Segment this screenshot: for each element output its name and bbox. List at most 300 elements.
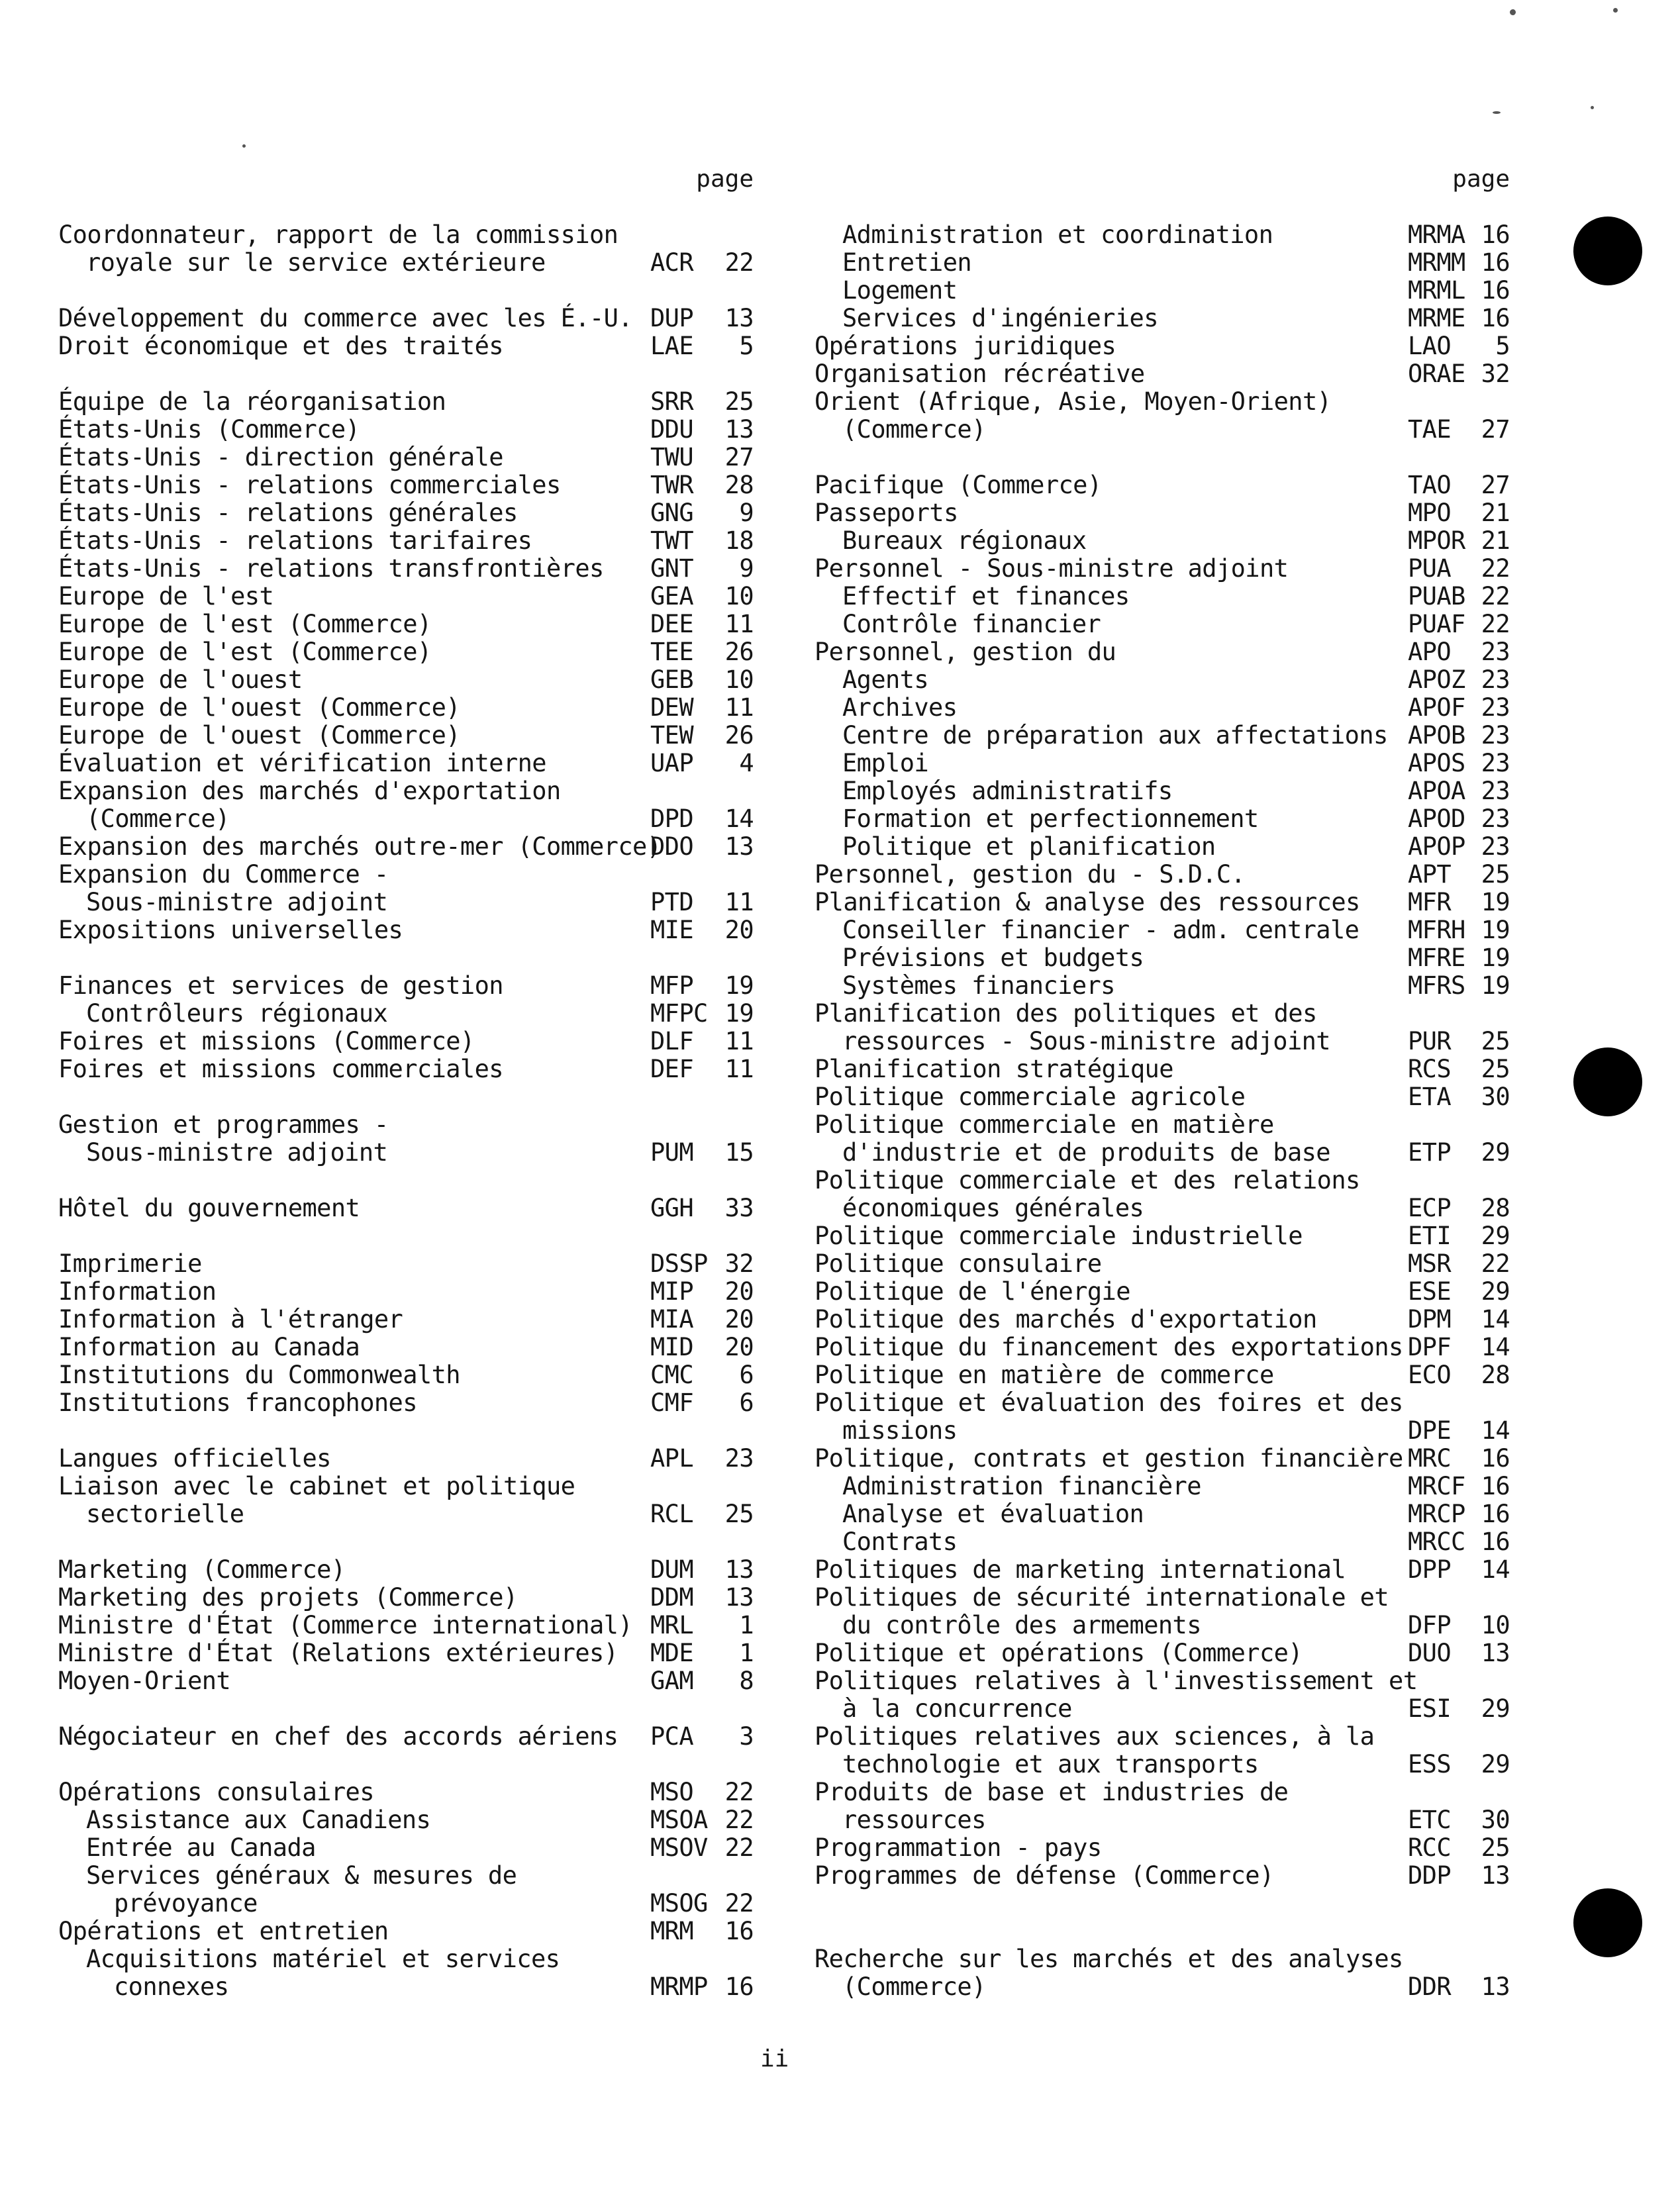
entry-code: DPM <box>1408 1305 1452 1334</box>
entry-title: Personnel - Sous-ministre adjoint <box>815 554 1289 583</box>
page-number: ii <box>760 2045 789 2072</box>
entry-title: prévoyance <box>114 1889 258 1918</box>
index-entry <box>815 1139 1510 1167</box>
entry-page: 27 <box>724 443 754 471</box>
entry-code: ETI <box>1408 1222 1452 1250</box>
entry-page: 28 <box>1481 1361 1510 1389</box>
index-entry <box>815 1639 1510 1667</box>
index-entry <box>58 388 754 416</box>
entry-title: Planification des politiques et des <box>815 999 1317 1028</box>
index-entry <box>815 916 1510 944</box>
entry-code: MSOA <box>650 1806 708 1834</box>
index-entry <box>58 1306 754 1334</box>
index-entry <box>815 499 1510 527</box>
entry-page: 16 <box>1481 248 1510 277</box>
entry-code: RCL <box>650 1500 694 1528</box>
entry-title: Sous-ministre adjoint <box>86 1138 388 1167</box>
entry-title: Formation et perfectionnement <box>842 804 1259 833</box>
entry-code: GEA <box>650 582 694 610</box>
entry-title: Bureaux régionaux <box>842 526 1087 555</box>
entry-title: Moyen-Orient <box>58 1667 231 1695</box>
entry-title: Politique commerciale et des relations <box>815 1166 1360 1194</box>
entry-title: Contrôleurs régionaux <box>86 999 388 1028</box>
entry-code: DPE <box>1408 1416 1452 1445</box>
entry-page: 13 <box>724 304 754 332</box>
entry-page: 29 <box>1481 1222 1510 1250</box>
entry-code: MRM <box>650 1917 694 1945</box>
entry-title: Employés administratifs <box>842 777 1173 805</box>
entry-page: 32 <box>1481 360 1510 388</box>
entry-title: Hôtel du gouvernement <box>58 1194 360 1222</box>
index-entry <box>58 1028 754 1055</box>
index-entry <box>58 750 754 777</box>
index-entry <box>815 1222 1510 1250</box>
entry-page: 32 <box>724 1249 754 1278</box>
entry-title: Europe de l'est <box>58 582 274 610</box>
entry-code: MRCF <box>1408 1472 1465 1500</box>
entry-page: 23 <box>1481 638 1510 666</box>
index-entry <box>815 1500 1510 1528</box>
entry-page: 10 <box>724 665 754 694</box>
entry-page: 22 <box>1481 554 1510 583</box>
blank-line <box>58 944 754 972</box>
index-entry <box>815 1167 1510 1194</box>
blank-line <box>58 1751 754 1778</box>
entry-code: GNT <box>650 554 694 583</box>
entry-page: 25 <box>1481 860 1510 889</box>
entry-title: à la concurrence <box>842 1694 1072 1723</box>
entry-title: Marketing (Commerce) <box>58 1555 346 1584</box>
index-entry <box>58 1500 754 1528</box>
entry-code: LAO <box>1408 332 1452 360</box>
entry-page: 5 <box>739 332 754 360</box>
entry-title: Opérations consulaires <box>58 1778 374 1806</box>
index-entry <box>815 972 1510 1000</box>
entry-code: MSR <box>1408 1249 1452 1278</box>
page-column-header: page <box>1452 166 1510 193</box>
entry-code: PTD <box>650 888 694 916</box>
index-entry <box>58 1667 754 1695</box>
index-entry <box>815 1055 1510 1083</box>
index-entry <box>58 916 754 944</box>
entry-title: royale sur le service extérieure <box>86 248 546 277</box>
index-entry <box>58 444 754 471</box>
entry-code: MIE <box>650 916 694 944</box>
index-entry <box>815 610 1510 638</box>
entry-title: Négociateur en chef des accords aériens <box>58 1722 618 1751</box>
entry-page: 23 <box>1481 804 1510 833</box>
index-entry <box>815 1778 1510 1806</box>
entry-page: 9 <box>739 499 754 527</box>
entry-page: 22 <box>1481 582 1510 610</box>
entry-title: Politique et opérations (Commerce) <box>815 1639 1303 1667</box>
entry-page: 22 <box>724 1806 754 1834</box>
index-entry <box>815 305 1510 332</box>
entry-title: Services généraux & mesures de <box>86 1861 517 1890</box>
entry-page: 22 <box>724 1778 754 1806</box>
index-entry <box>58 1139 754 1167</box>
index-entry <box>58 972 754 1000</box>
entry-code: MFP <box>650 971 694 1000</box>
entry-code: MIP <box>650 1277 694 1306</box>
entry-title: Politiques relatives aux sciences, à la <box>815 1722 1375 1751</box>
entry-code: MPOR <box>1408 526 1465 555</box>
index-entry <box>58 1639 754 1667</box>
entry-code: MFR <box>1408 888 1452 916</box>
entry-page: 29 <box>1481 1138 1510 1167</box>
index-entry <box>58 1778 754 1806</box>
punch-hole <box>1573 217 1642 285</box>
entry-code: ESE <box>1408 1277 1452 1306</box>
entry-code: MRL <box>650 1611 694 1639</box>
entry-page: 16 <box>1481 1444 1510 1473</box>
index-entry <box>815 1361 1510 1389</box>
entry-title: Europe de l'est (Commerce) <box>58 610 432 638</box>
entry-title: ressources - Sous-ministre adjoint <box>842 1027 1330 1055</box>
entry-page: 23 <box>724 1444 754 1473</box>
entry-code: PUA <box>1408 554 1452 583</box>
index-entry <box>815 1612 1510 1639</box>
entry-page: 5 <box>1495 332 1510 360</box>
entry-page: 6 <box>739 1361 754 1389</box>
entry-page: 27 <box>1481 471 1510 499</box>
entry-page: 25 <box>724 1500 754 1528</box>
entry-code: PUM <box>650 1138 694 1167</box>
entry-page: 16 <box>1481 1528 1510 1556</box>
blank-line <box>58 360 754 388</box>
entry-code: MRME <box>1408 304 1465 332</box>
entry-title: Langues officielles <box>58 1444 331 1473</box>
entry-title: Finances et services de gestion <box>58 971 503 1000</box>
entry-page: 14 <box>1481 1305 1510 1334</box>
entry-code: CMC <box>650 1361 694 1389</box>
index-entry <box>815 1250 1510 1278</box>
entry-page: 16 <box>1481 304 1510 332</box>
entry-code: TEW <box>650 721 694 750</box>
entry-page: 23 <box>1481 693 1510 722</box>
entry-code: MDE <box>650 1639 694 1667</box>
index-entry <box>58 722 754 750</box>
entry-code: APOS <box>1408 749 1465 777</box>
index-entry <box>815 1417 1510 1445</box>
entry-code: DEE <box>650 610 694 638</box>
entry-page: 30 <box>1481 1806 1510 1834</box>
index-entry <box>815 555 1510 583</box>
entry-title: Gestion et programmes - <box>58 1110 389 1139</box>
entry-title: Institutions du Commonwealth <box>58 1361 460 1389</box>
index-entry <box>815 805 1510 833</box>
entry-page: 13 <box>1481 1861 1510 1890</box>
entry-title: connexes <box>114 1972 229 2001</box>
entry-title: Services d'ingénieries <box>842 304 1158 332</box>
entry-title: Acquisitions matériel et services <box>86 1945 560 1973</box>
entry-page: 13 <box>724 415 754 444</box>
entry-code: ECO <box>1408 1361 1452 1389</box>
index-entry <box>58 416 754 444</box>
entry-page: 20 <box>724 1305 754 1334</box>
entry-title: Passeports <box>815 499 958 527</box>
entry-title: Europe de l'est (Commerce) <box>58 638 432 666</box>
entry-code: TWR <box>650 471 694 499</box>
entry-page: 26 <box>724 638 754 666</box>
index-entry <box>815 889 1510 916</box>
index-entry <box>58 666 754 694</box>
entry-code: ETP <box>1408 1138 1452 1167</box>
entry-code: MSOG <box>650 1889 708 1918</box>
index-entry <box>58 1000 754 1028</box>
index-entry <box>58 1250 754 1278</box>
entry-code: MSO <box>650 1778 694 1806</box>
entry-page: 13 <box>724 832 754 861</box>
entry-code: MFRS <box>1408 971 1465 1000</box>
blank-line <box>58 1222 754 1250</box>
entry-title: (Commerce) <box>842 415 986 444</box>
entry-code: ETC <box>1408 1806 1452 1834</box>
index-entry <box>815 1806 1510 1834</box>
index-entry <box>58 1834 754 1862</box>
entry-code: GNG <box>650 499 694 527</box>
entry-title: Politique et évaluation des foires et des <box>815 1388 1403 1417</box>
index-entry <box>815 1973 1510 2001</box>
blank-line <box>815 1918 1510 1945</box>
index-entry <box>58 1723 754 1751</box>
blank-line <box>58 1083 754 1111</box>
entry-code: APT <box>1408 860 1452 889</box>
entry-title: États-Unis (Commerce) <box>58 415 360 444</box>
entry-page: 14 <box>1481 1333 1510 1361</box>
entry-title: Europe de l'ouest (Commerce) <box>58 693 460 722</box>
entry-code: GGH <box>650 1194 694 1222</box>
entry-title: Contrôle financier <box>842 610 1101 638</box>
index-entry <box>815 1306 1510 1334</box>
entry-code: PUAB <box>1408 582 1465 610</box>
entry-code: DDP <box>1408 1861 1452 1890</box>
index-entry <box>815 722 1510 750</box>
entry-code: DUO <box>1408 1639 1452 1667</box>
entry-title: Logement <box>842 276 958 305</box>
entry-page: 16 <box>1481 276 1510 305</box>
entry-code: MRCP <box>1408 1500 1465 1528</box>
index-entry <box>815 1556 1510 1584</box>
index-entry <box>815 638 1510 666</box>
index-entry <box>815 1945 1510 1973</box>
entry-page: 13 <box>1481 1972 1510 2001</box>
index-entry <box>58 1862 754 1890</box>
entry-title: Ministre d'État (Relations extérieures) <box>58 1639 618 1667</box>
entry-code: DUM <box>650 1555 694 1584</box>
entry-title: Entrée au Canada <box>86 1833 316 1862</box>
index-entry <box>58 805 754 833</box>
blank-line <box>58 1528 754 1556</box>
entry-code: ECP <box>1408 1194 1452 1222</box>
entry-code: DLF <box>650 1027 694 1055</box>
index-entry <box>58 1945 754 1973</box>
entry-code: DUP <box>650 304 694 332</box>
index-entry <box>815 750 1510 777</box>
entry-title: Équipe de la réorganisation <box>58 387 446 416</box>
index-entry <box>815 666 1510 694</box>
entry-page: 10 <box>724 582 754 610</box>
entry-code: MRMP <box>650 1972 708 2001</box>
index-entry <box>815 1278 1510 1306</box>
entry-page: 22 <box>724 1889 754 1918</box>
index-entry <box>58 1389 754 1417</box>
entry-page: 33 <box>724 1194 754 1222</box>
entry-code: DPD <box>650 804 694 833</box>
entry-title: Information <box>58 1277 217 1306</box>
entry-page: 28 <box>1481 1194 1510 1222</box>
entry-page: 6 <box>739 1388 754 1417</box>
entry-page: 1 <box>739 1639 754 1667</box>
entry-page: 27 <box>1481 415 1510 444</box>
index-entry <box>815 583 1510 610</box>
entry-page: 16 <box>1481 1500 1510 1528</box>
entry-page: 8 <box>739 1667 754 1695</box>
index-entry <box>815 1473 1510 1500</box>
entry-title: missions <box>842 1416 958 1445</box>
scan-speck <box>1591 106 1594 109</box>
entry-title: Politique du financement des exportations <box>815 1333 1403 1361</box>
entry-title: Expansion des marchés outre-mer (Commerce) <box>58 832 662 861</box>
entry-code: MRMA <box>1408 220 1465 249</box>
entry-title: Analyse et évaluation <box>842 1500 1144 1528</box>
index-entry <box>58 305 754 332</box>
index-entry <box>815 1445 1510 1473</box>
entry-page: 21 <box>1481 499 1510 527</box>
entry-title: Information au Canada <box>58 1333 360 1361</box>
index-entry <box>815 1584 1510 1612</box>
index-entry <box>58 610 754 638</box>
index-entry <box>815 1000 1510 1028</box>
index-entry <box>58 221 754 249</box>
entry-code: APOF <box>1408 693 1465 722</box>
entry-title: États-Unis - relations générales <box>58 499 518 527</box>
entry-code: MIA <box>650 1305 694 1334</box>
entry-title: Droit économique et des traités <box>58 332 503 360</box>
left-entry-list <box>58 221 754 2001</box>
entry-code: DDO <box>650 832 694 861</box>
index-entry <box>815 527 1510 555</box>
entry-title: Archives <box>842 693 958 722</box>
entry-title: Liaison avec le cabinet et politique <box>58 1472 575 1500</box>
index-entry <box>815 944 1510 972</box>
index-entry <box>815 1695 1510 1723</box>
index-entry <box>815 332 1510 360</box>
entry-title: économiques générales <box>842 1194 1144 1222</box>
scan-speck <box>242 144 246 148</box>
index-entry <box>58 861 754 889</box>
entry-code: MPO <box>1408 499 1452 527</box>
entry-code: APOD <box>1408 804 1465 833</box>
entry-title: Prévisions et budgets <box>842 944 1144 972</box>
index-entry <box>815 221 1510 249</box>
entry-title: (Commerce) <box>86 804 230 833</box>
entry-title: Centre de préparation aux affectations <box>842 721 1388 750</box>
index-entry <box>815 833 1510 861</box>
entry-code: MFPC <box>650 999 708 1028</box>
entry-title: Programmation - pays <box>815 1833 1102 1862</box>
entry-title: Administration financière <box>842 1472 1201 1500</box>
index-entry <box>58 1278 754 1306</box>
entry-code: DDR <box>1408 1972 1452 2001</box>
index-entry <box>815 277 1510 305</box>
page-column-header: page <box>696 166 754 193</box>
index-entry <box>58 1445 754 1473</box>
entry-title: Europe de l'ouest <box>58 665 303 694</box>
index-entry <box>815 1834 1510 1862</box>
entry-code: MRML <box>1408 276 1465 305</box>
entry-page: 20 <box>724 916 754 944</box>
entry-title: Politique, contrats et gestion financière <box>815 1444 1403 1473</box>
entry-code: TEE <box>650 638 694 666</box>
entry-page: 16 <box>1481 220 1510 249</box>
entry-page: 19 <box>1481 888 1510 916</box>
entry-page: 19 <box>1481 944 1510 972</box>
entry-code: DPF <box>1408 1333 1452 1361</box>
index-entry <box>815 249 1510 277</box>
index-entry <box>815 777 1510 805</box>
punch-hole <box>1573 1047 1642 1116</box>
entry-page: 18 <box>724 526 754 555</box>
index-entry <box>58 1918 754 1945</box>
entry-code: ESI <box>1408 1694 1452 1723</box>
entry-title: Emploi <box>842 749 929 777</box>
entry-title: États-Unis - direction générale <box>58 443 503 471</box>
entry-page: 28 <box>724 471 754 499</box>
index-entry <box>58 527 754 555</box>
entry-title: Coordonnateur, rapport de la commission <box>58 220 618 249</box>
blank-line <box>58 277 754 305</box>
entry-title: Politiques relatives à l'investissement et <box>815 1667 1418 1695</box>
entry-title: Politique en matière de commerce <box>815 1361 1274 1389</box>
entry-title: Imprimerie <box>58 1249 202 1278</box>
punch-hole <box>1573 1888 1642 1957</box>
entry-page: 22 <box>724 1833 754 1862</box>
entry-title: Assistance aux Canadiens <box>86 1806 431 1834</box>
entry-page: 11 <box>724 1027 754 1055</box>
entry-code: DFP <box>1408 1611 1452 1639</box>
entry-page: 23 <box>1481 777 1510 805</box>
entry-title: Effectif et finances <box>842 582 1130 610</box>
index-entry <box>58 1890 754 1918</box>
entry-page: 14 <box>1481 1555 1510 1584</box>
entry-code: DEW <box>650 693 694 722</box>
entry-title: Politique et planification <box>842 832 1216 861</box>
entry-code: MFRE <box>1408 944 1465 972</box>
index-entry <box>58 249 754 277</box>
index-entry <box>58 1361 754 1389</box>
entry-title: Recherche sur les marchés et des analyses <box>815 1945 1403 1973</box>
entry-page: 15 <box>724 1138 754 1167</box>
entry-title: Institutions francophones <box>58 1388 417 1417</box>
entry-page: 20 <box>724 1277 754 1306</box>
index-entry <box>815 1751 1510 1778</box>
index-entry <box>58 1111 754 1139</box>
right-entry-list <box>815 221 1510 2001</box>
entry-page: 22 <box>724 248 754 277</box>
entry-code: PUR <box>1408 1027 1452 1055</box>
entry-page: 25 <box>1481 1027 1510 1055</box>
entry-code: CMF <box>650 1388 694 1417</box>
blank-line <box>815 444 1510 471</box>
entry-page: 19 <box>724 971 754 1000</box>
index-entry <box>58 1334 754 1361</box>
entry-title: Politique commerciale industrielle <box>815 1222 1303 1250</box>
entry-code: ACR <box>650 248 694 277</box>
index-entry <box>58 638 754 666</box>
entry-title: Conseiller financier - adm. centrale <box>842 916 1359 944</box>
index-entry <box>58 1806 754 1834</box>
